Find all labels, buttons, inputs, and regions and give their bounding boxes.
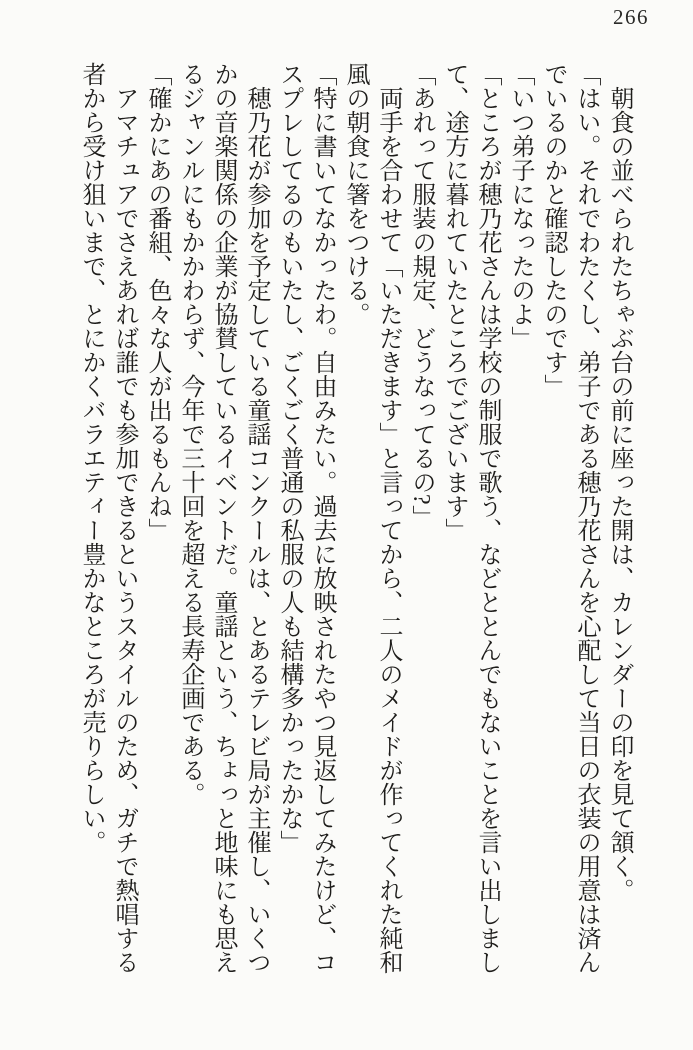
paragraph: 朝食の並べられたちゃぶ台の前に座った開は、カレンダーの印を見て頷く。 xyxy=(606,86,632,902)
paragraph: 両手を合わせて「いただきます」と言ってから、二人のメイドが作ってくれた純和風の朝食に箸をつける。 xyxy=(342,62,401,974)
paragraph: 穂乃花が参加を予定している童謡コンクールは、とあるテレビ局が主催し、いくつかの音楽関係の企業が協賛しているイベントだ。童謡という、ちょっと地味にも思えるジャンルにもかかわらず、今年で三十回を超える長寿企画である。 xyxy=(177,62,269,974)
paragraph: 「確かにあの番組、色々な人が出るもんね」 xyxy=(144,62,170,542)
text-block xyxy=(74,62,635,975)
paragraph: 「特に書いてなかったわ。自由みたい。過去に放映されたやつ見返してみたけど、コスプレしてるのもいたし、ごくごく普通の私服の人も結構多かったかな」 xyxy=(276,62,335,974)
paragraph: 「いつ弟子になったのよ」 xyxy=(507,62,533,350)
paragraph: 「あれって服装の規定、どうなってるの?」 xyxy=(408,62,434,529)
paragraph: アマチュアでさえあれば誰でも参加できるというスタイルのため、ガチで熱唱する者から受け狙いまで、とにかくバラエティー豊かなところが売りらしい。 xyxy=(78,62,137,974)
paragraph: 「はい。それでわたくし、弟子である穂乃花さんを心配して当日の衣装の用意は済んでいるのかと確認したのです」 xyxy=(540,62,599,974)
page-number: 266 xyxy=(613,5,649,29)
paragraph: 「ところが穂乃花さんは学校の制服で歌う、などととんでもないことを言い出しまして、途方に暮れていたところでございます」 xyxy=(441,62,500,974)
